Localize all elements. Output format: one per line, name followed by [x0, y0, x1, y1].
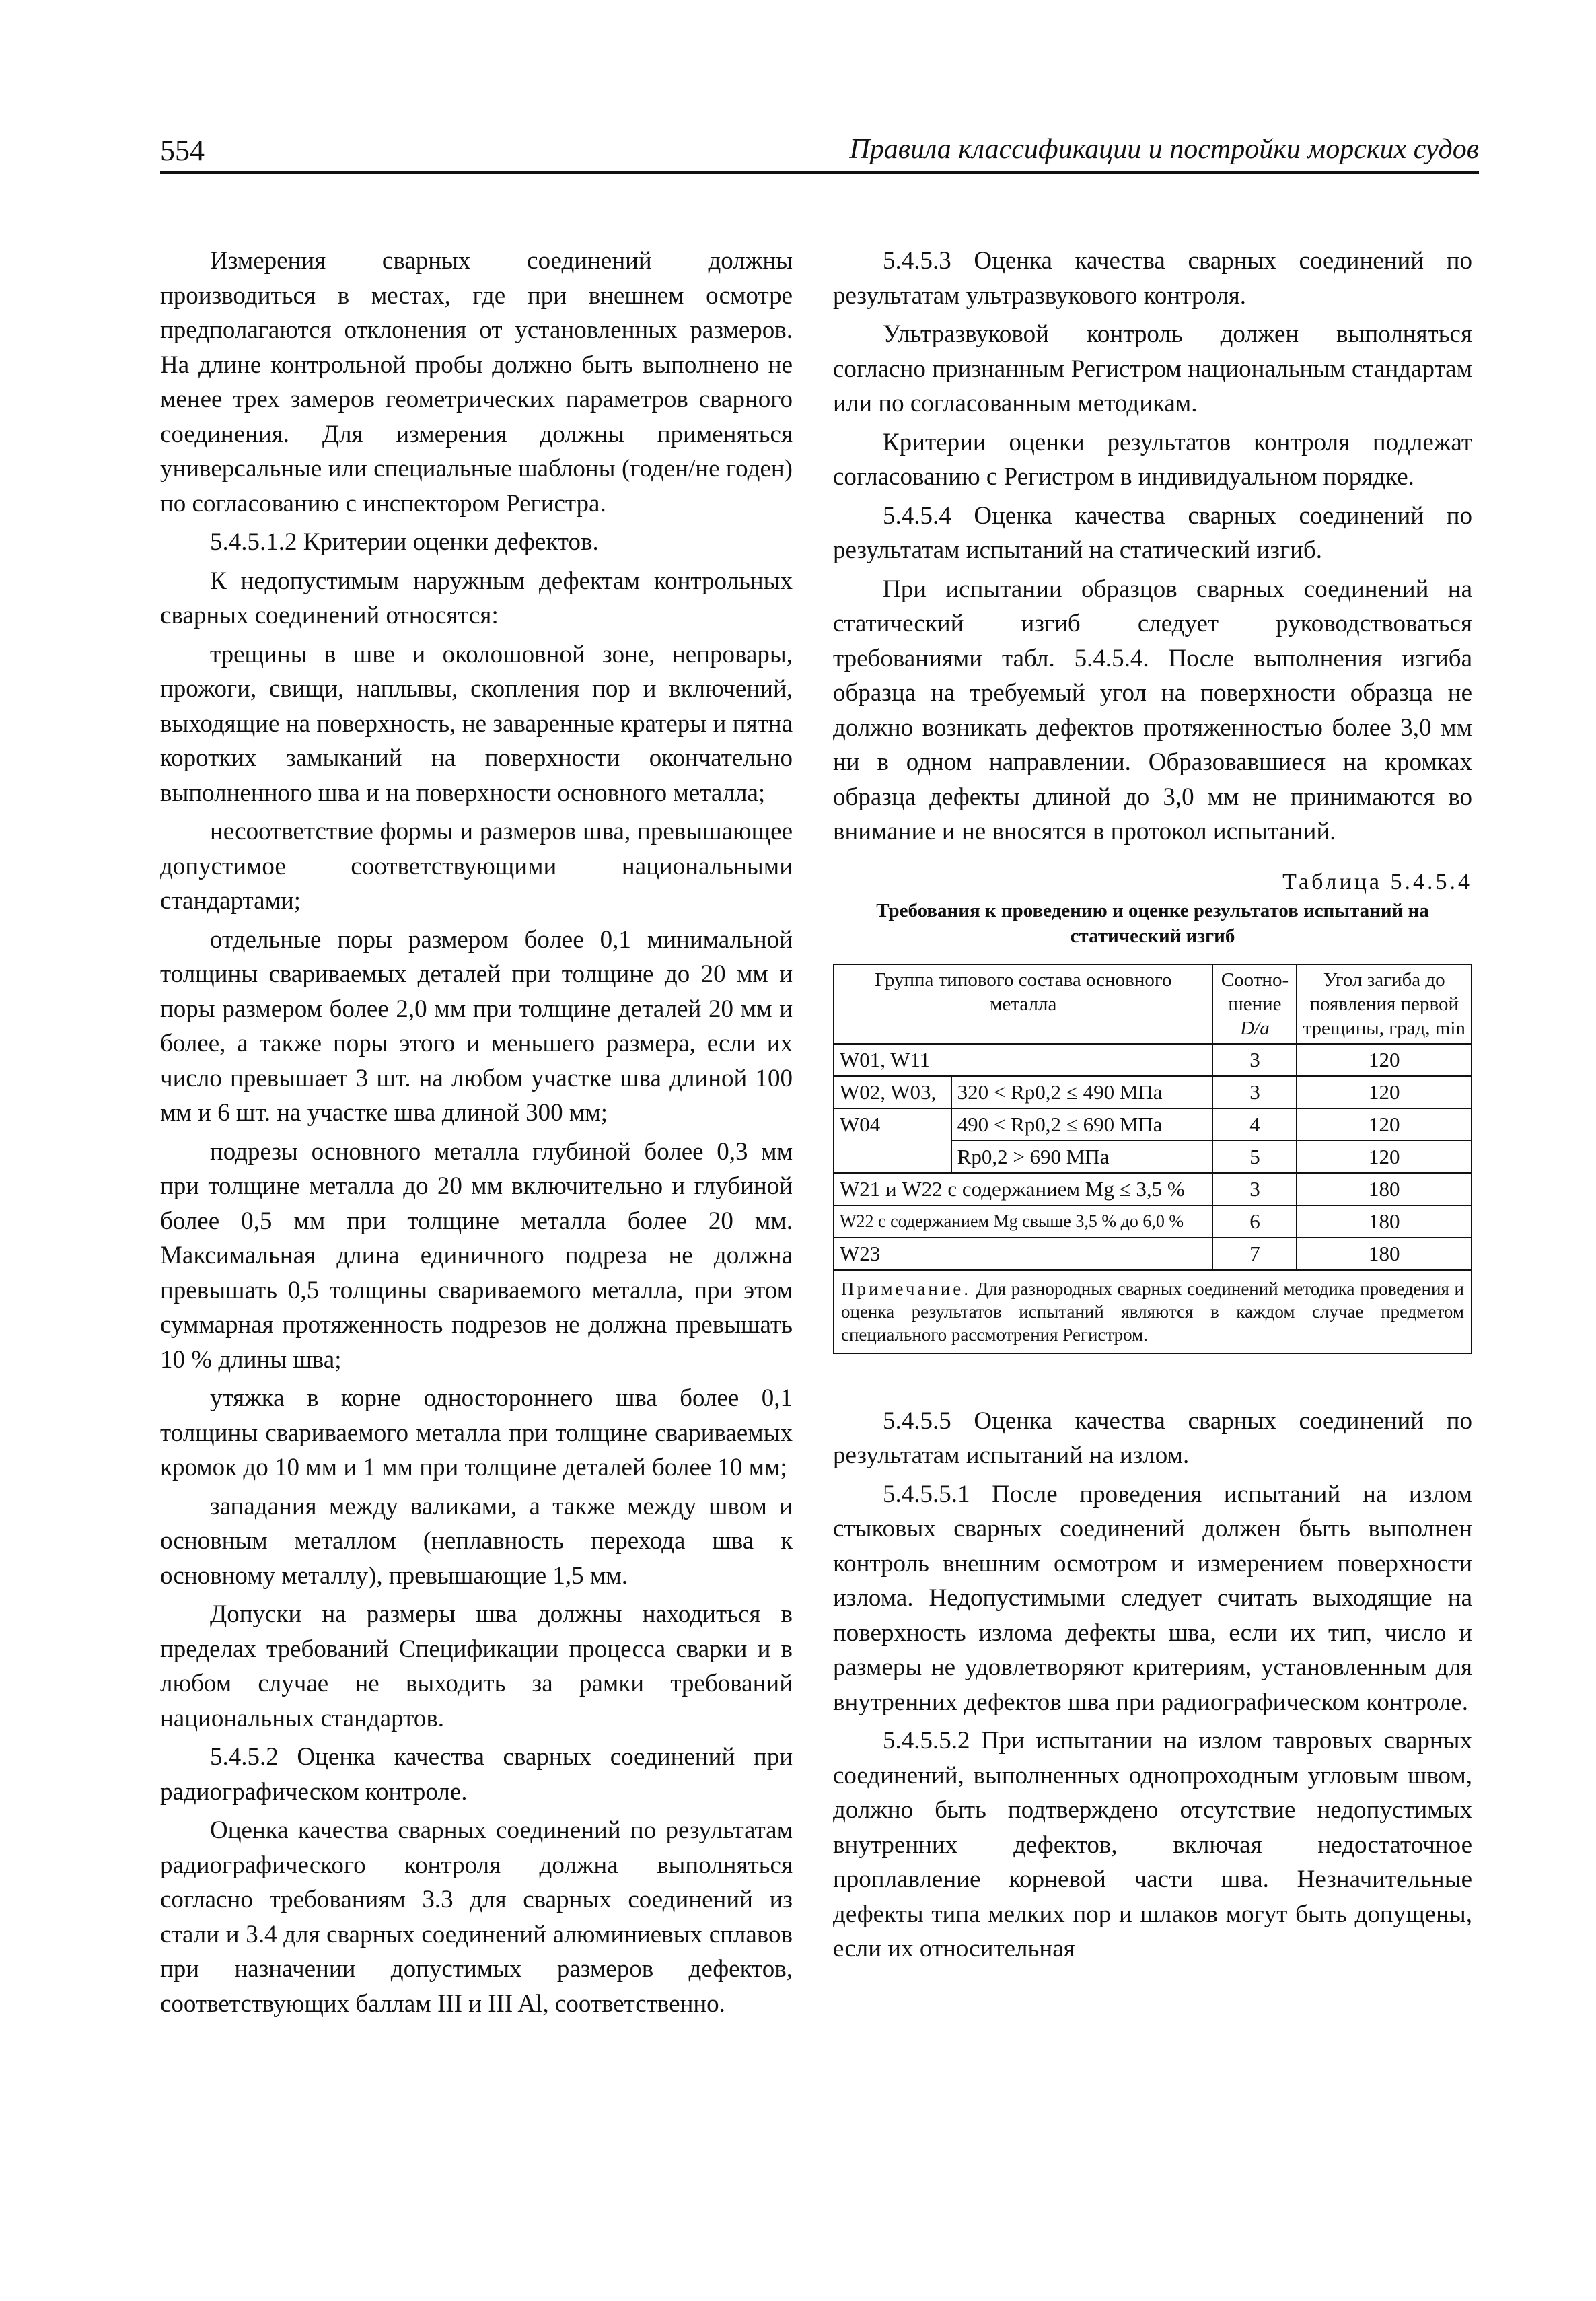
- cell-ratio: 3: [1212, 1173, 1297, 1205]
- list-item: несоответствие формы и размеров шва, превышающее допустимое соответствующими национальными стандартами;: [160, 818, 793, 915]
- list-item: подрезы основного металла глубиной более 0,3 мм при толщине металла до 20 мм включительно и глубиной более 0,5 мм при толщине металла более 20 мм. Максимальная длина единичного подреза не должна превышать 0,5 толщины свариваемого металла, при этом суммарная протяженность подрезов не должна превышать 10 % длины шва;: [160, 1137, 793, 1374]
- paragraph: Критерии оценки результатов контроля подлежат согласованию с Регистром в индивидуальном порядке.: [833, 428, 1472, 491]
- section-heading: 5.4.5.3 Оценка качества сварных соединений по результатам ультразвукового контроля.: [833, 247, 1472, 310]
- cell-condition: 320 < Rp0,2 ≤ 490 МПа: [951, 1076, 1213, 1108]
- paragraph: 5.4.5.5.2 При испытании на излом тавровых сварных соединений, выполненных однопроходным угловым швом, должно быть подтверждено отсутствие недопустимых внутренних дефектов, включая недостаточное проплавление корневой части шва. Незначительные дефекты типа мелких пор и шлаков могут быть допущены, если их относительная: [833, 1727, 1472, 1962]
- paragraph: К недопустимым наружным дефектам контрольных сварных соединений относятся:: [160, 567, 793, 629]
- table-header-row: [834, 964, 1472, 1044]
- note-label: Примечание.: [841, 1278, 972, 1299]
- cell-ratio: 3: [1212, 1044, 1297, 1076]
- table-row: [834, 1076, 1472, 1108]
- section-heading: 5.4.5.1.2 Критерии оценки дефектов.: [210, 528, 599, 556]
- cell-ratio: 6: [1212, 1205, 1297, 1238]
- cell-angle: 120: [1297, 1141, 1472, 1173]
- table-title: Требования к проведению и оценке результатов испытаний на статический изгиб: [876, 899, 1429, 947]
- header-ratio-symbol: D/a: [1240, 1017, 1270, 1039]
- cell-angle: 120: [1297, 1108, 1472, 1141]
- cell-group: W21 и W22 с содержанием Mg ≤ 3,5 %: [834, 1173, 1212, 1205]
- table-row: [834, 1238, 1472, 1270]
- list-item: трещины в шве и околошовной зоне, непровары, прожоги, свищи, наплывы, скопления пор и включений, выходящие на поверхность, не заваренные кратеры и пятна коротких замыканий на поверхности окончательно выполненного шва и на поверхности основного металла;: [160, 640, 793, 807]
- header-ratio: [1212, 964, 1297, 1044]
- cell-group: W22 с содержанием Mg свыше 3,5 % до 6,0 %: [834, 1205, 1212, 1238]
- paragraph: Допуски на размеры шва должны находиться в пределах требований Спецификации процесса сварки и в любом случае не выходить за рамки требований национальных стандартов.: [160, 1600, 793, 1732]
- cell-group: W23: [834, 1238, 1212, 1270]
- cell-ratio: 4: [1212, 1108, 1297, 1141]
- header-group: Группа типового состава основного металла: [834, 964, 1212, 1044]
- cell-ratio: 5: [1212, 1141, 1297, 1173]
- cell-group: W01, W11: [834, 1044, 1212, 1076]
- cell-condition: 490 < Rp0,2 ≤ 690 МПа: [951, 1108, 1213, 1141]
- section-heading: 5.4.5.5 Оценка качества сварных соединений по результатам испытаний на излом.: [833, 1407, 1472, 1469]
- cell-group: W02, W03,: [834, 1076, 951, 1108]
- list-item: утяжка в корне одностороннего шва более 0,1 толщины свариваемого металла при толщине свариваемых кромок до 10 мм и 1 мм при толщине деталей более 10 мм;: [160, 1384, 793, 1481]
- page-number: 554: [160, 134, 205, 167]
- left-column: [160, 244, 793, 2025]
- table-row: [834, 1044, 1472, 1076]
- list-item: западания между валиками, а также между швом и основным металлом (неплавность перехода шва к основному металлу), превышающие 1,5 мм.: [160, 1492, 793, 1590]
- section-heading: 5.4.5.4 Оценка качества сварных соединений по результатам испытаний на статический изгиб.: [833, 501, 1472, 564]
- table-row: [834, 1108, 1472, 1141]
- bend-test-table: [833, 964, 1472, 1354]
- cell-angle: 180: [1297, 1238, 1472, 1270]
- cell-ratio: 3: [1212, 1076, 1297, 1108]
- cell-angle: 120: [1297, 1076, 1472, 1108]
- paragraph: При испытании образцов сварных соединений на статический изгиб следует руководствоваться требованиями табл. 5.4.5.4. После выполнения изгиба образца на требуемый угол на поверхности образца не должно возникать дефектов протяженностью более 3,0 мм ни в одном направлении. Образовавшиеся на кромках образца дефекты длиной до 3,0 мм не принимаются во внимание и не вносятся в протокол испытаний.: [833, 575, 1472, 845]
- running-title: Правила классификации и постройки морских судов: [849, 134, 1479, 165]
- page-header: [160, 132, 1479, 174]
- cell-angle: 180: [1297, 1205, 1472, 1238]
- table-caption: Таблица 5.4.5.4: [1282, 869, 1472, 894]
- paragraph: Измерения сварных соединений должны производиться в местах, где при внешнем осмотре предполагаются отклонения от установленных размеров. На длине контрольной пробы должно быть выполнено не менее трех замеров геометрических параметров сварного соединения. Для измерения должны применяться универсальные или специальные шаблоны (годен/не годен) по согласованию с инспектором Регистра.: [160, 247, 793, 518]
- list-item: отдельные поры размером более 0,1 минимальной толщины свариваемых деталей при толщине до 20 мм и поры размером более 2,0 мм при толщине деталей 20 мм и более, а также поры этого и меньшего размера, если их число превышает 3 шт. на любом участке шва длиной 100 мм и 6 шт. на участке шва длиной 300 мм;: [160, 925, 793, 1127]
- paragraph: Ультразвуковой контроль должен выполняться согласно признанным Регистром национальным стандартам или по согласованным методикам.: [833, 320, 1472, 417]
- right-column: [833, 244, 1472, 1971]
- table-row: [834, 1173, 1472, 1205]
- header-angle: Угол загиба до появления первой трещины, град, min: [1297, 964, 1472, 1044]
- paragraph: Оценка качества сварных соединений по результатам радиографического контроля должна выполняться согласно требованиям 3.3 для сварных соединений из стали и 3.4 для сварных соединений алюминиевых сплавов при назначении допустимых размеров дефектов, соответствующих баллам III и III Al, соответственно.: [160, 1816, 793, 2018]
- paragraph: 5.4.5.5.1 После проведения испытаний на излом стыковых сварных соединений должен быть выполнен контроль внешним осмотром и измерением поверхности излома. Недопустимыми следует считать выходящие на поверхность излома дефекты шва, если их тип, число и размеры не удовлетворяют критериям, установленным для внутренних дефектов шва при радиографическом контроле.: [833, 1480, 1472, 1716]
- cell-group: W04: [834, 1108, 951, 1173]
- note-text: Для разнородных сварных соединений методика проведения и оценка результатов испытаний являются в каждом случае предметом специального рассмотрения Регистром.: [841, 1278, 1465, 1345]
- cell-condition: Rp0,2 > 690 МПа: [951, 1141, 1213, 1173]
- table-note: [834, 1270, 1472, 1353]
- table-note-row: [834, 1270, 1472, 1353]
- table-row: [834, 1205, 1472, 1238]
- cell-angle: 120: [1297, 1044, 1472, 1076]
- cell-angle: 180: [1297, 1173, 1472, 1205]
- cell-ratio: 7: [1212, 1238, 1297, 1270]
- section-heading: 5.4.5.2 Оценка качества сварных соединений при радиографическом контроле.: [160, 1743, 793, 1806]
- header-ratio-line: шение: [1228, 993, 1282, 1015]
- header-ratio-line: Соотно-: [1221, 968, 1289, 991]
